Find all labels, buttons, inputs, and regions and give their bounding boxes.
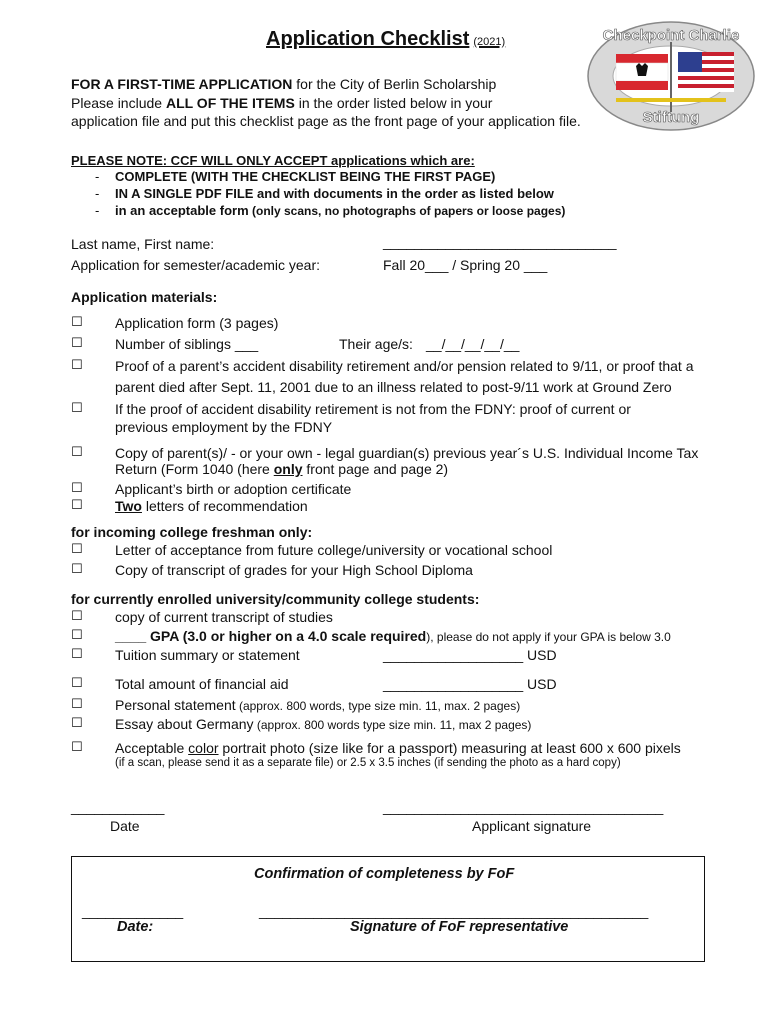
note-item-3 — [115, 203, 565, 219]
tax-return-text-a: Return (Form 1040 (here — [115, 461, 274, 477]
confirmation-title: Confirmation of completeness by FoF — [254, 866, 515, 882]
item-birth-certificate: Applicant’s birth or adoption certificate — [115, 481, 352, 497]
tuition-amount-input[interactable]: __________________ USD — [383, 647, 557, 663]
note-dash-2: - — [95, 186, 100, 201]
intro-line-1 — [71, 76, 496, 93]
item-essay — [115, 716, 531, 733]
checkbox-fdny[interactable]: ☐ — [71, 401, 83, 416]
item-gpa — [115, 628, 671, 645]
note-dash-1: - — [95, 169, 100, 184]
photo-text-b: portrait photo (size like for a passport) measuring at least 600 x 600 pixels — [218, 740, 681, 756]
intro-bold-2: ALL OF THE ITEMS — [165, 95, 295, 111]
item-tuition: Tuition summary or statement — [115, 647, 300, 663]
fof-signature-label: Signature of FoF representative — [350, 919, 569, 935]
note-item-3-detail: (only scans, no photographs of papers or loose pages) — [248, 204, 566, 218]
intro-text-2a: Please include — [71, 95, 166, 111]
checkbox-acceptance-letter[interactable]: ☐ — [71, 542, 83, 557]
fof-date-label: Date: — [117, 919, 154, 935]
semester-label: Application for semester/academic year: — [71, 257, 320, 273]
recommendation-two: Two — [115, 498, 142, 514]
checkbox-recommendation[interactable]: ☐ — [71, 498, 83, 513]
berlin-flag-icon — [616, 54, 668, 90]
checkbox-transcript[interactable]: ☐ — [71, 609, 83, 624]
fof-date-line[interactable]: _____________ — [82, 903, 184, 919]
logo-top-text: Checkpoint Charlie — [602, 27, 740, 44]
item-application-form: Application form (3 pages) — [115, 315, 279, 331]
essay-detail: (approx. 800 words type size min. 11, max 2 pages) — [253, 718, 532, 732]
gpa-note: ), please do not apply if your GPA is below 3.0 — [426, 630, 671, 644]
financial-aid-amount-input[interactable]: __________________ USD — [383, 676, 557, 692]
gpa-required: ____ GPA (3.0 or higher on a 4.0 scale required — [115, 628, 427, 644]
fof-signature-line[interactable]: __________________________________________________ — [259, 903, 649, 919]
essay-label: Essay about Germany — [115, 716, 254, 732]
ages-input[interactable]: __/__/__/__/__ — [426, 336, 520, 352]
name-input-line[interactable]: ______________________________ — [383, 234, 617, 250]
item-tax-return-2 — [115, 461, 448, 478]
item-siblings: Number of siblings ___ — [115, 336, 259, 352]
item-photo-2: (if a scan, please send it as a separate file) or 2.5 x 3.5 inches (if sending the photo as a hard copy) — [115, 757, 621, 769]
checkpoint-charlie-logo — [586, 20, 756, 132]
intro-text-1: for the City of Berlin Scholarship — [292, 76, 497, 92]
applicant-signature-label: Applicant signature — [472, 818, 592, 834]
title-year: (2021) — [473, 36, 506, 48]
checkbox-proof-disability[interactable]: ☐ — [71, 358, 83, 373]
semester-input[interactable]: Fall 20___ / Spring 20 ___ — [383, 257, 548, 273]
checkbox-birth-certificate[interactable]: ☐ — [71, 481, 83, 496]
materials-heading: Application materials: — [71, 289, 218, 305]
recommendation-rest: letters of recommendation — [141, 498, 308, 514]
item-tax-return-1: Copy of parent(s)/ - or your own - legal guardian(s) previous year´s U.S. Individual Income Tax — [115, 445, 699, 461]
checkbox-application-form[interactable]: ☐ — [71, 315, 83, 330]
checkbox-tax-return[interactable]: ☐ — [71, 445, 83, 460]
statement-detail: (approx. 800 words, type size min. 11, max. 2 pages) — [235, 699, 521, 713]
checkbox-gpa[interactable]: ☐ — [71, 628, 83, 643]
item-recommendation — [115, 498, 308, 515]
applicant-signature-line[interactable]: ____________________________________ — [383, 799, 664, 815]
note-item-1: COMPLETE (WITH THE CHECKLIST BEING THE FIRST PAGE) — [115, 169, 496, 184]
intro-line-3: application file and put this checklist page as the front page of your application file. — [71, 113, 581, 129]
item-fdny-2: previous employment by the FDNY — [115, 419, 333, 435]
item-personal-statement — [115, 697, 520, 714]
date-label: Date — [110, 818, 140, 834]
note-item-3-bold: in an acceptable form — [115, 203, 249, 218]
note-heading: PLEASE NOTE: CCF WILL ONLY ACCEPT applications which are: — [71, 153, 475, 168]
freshman-heading: for incoming college freshman only: — [71, 524, 313, 540]
item-proof-disability-2: parent died after Sept. 11, 2001 due to an illness related to post-9/11 work at Ground Zero — [115, 379, 672, 395]
checkbox-financial-aid[interactable]: ☐ — [71, 676, 83, 691]
checkbox-siblings[interactable]: ☐ — [71, 336, 83, 351]
item-financial-aid: Total amount of financial aid — [115, 676, 289, 692]
item-hs-transcript: Copy of transcript of grades for your High School Diploma — [115, 562, 473, 578]
photo-color: color — [188, 740, 219, 756]
intro-text-2b: in the order listed below in your — [294, 95, 493, 111]
statement-label: Personal statement — [115, 697, 236, 713]
page-title — [266, 28, 505, 51]
note-item-2: IN A SINGLE PDF FILE and with documents in the order as listed below — [115, 186, 554, 201]
photo-text-a: Acceptable — [115, 740, 189, 756]
checkbox-personal-statement[interactable]: ☐ — [71, 697, 83, 712]
checkbox-photo[interactable]: ☐ — [71, 740, 83, 755]
intro-bold-1: FOR A FIRST-TIME APPLICATION — [71, 76, 293, 92]
checkbox-essay[interactable]: ☐ — [71, 716, 83, 731]
intro-line-2 — [71, 95, 492, 112]
note-dash-3: - — [95, 203, 100, 218]
us-flag-icon — [678, 52, 734, 92]
item-photo-1 — [115, 740, 681, 757]
title-text: Application Checklist — [266, 28, 470, 50]
item-transcript: copy of current transcript of studies — [115, 609, 333, 625]
logo-bottom-text: Stiftung — [642, 109, 700, 126]
item-acceptance-letter: Letter of acceptance from future college/university or vocational school — [115, 542, 553, 558]
item-fdny-1: If the proof of accident disability retirement is not from the FDNY: proof of current or — [115, 401, 631, 417]
checkbox-tuition[interactable]: ☐ — [71, 647, 83, 662]
checkbox-hs-transcript[interactable]: ☐ — [71, 562, 83, 577]
date-line[interactable]: ____________ — [71, 799, 165, 815]
tax-return-only: only — [273, 461, 303, 477]
ages-label: Their age/s: — [339, 336, 413, 352]
name-label: Last name, First name: — [71, 236, 215, 252]
item-proof-disability-1: Proof of a parent’s accident disability retirement and/or pension related to 9/11, or proof that a — [115, 358, 694, 374]
enrolled-heading: for currently enrolled university/community college students: — [71, 591, 480, 607]
tax-return-text-b: front page and page 2) — [302, 461, 449, 477]
